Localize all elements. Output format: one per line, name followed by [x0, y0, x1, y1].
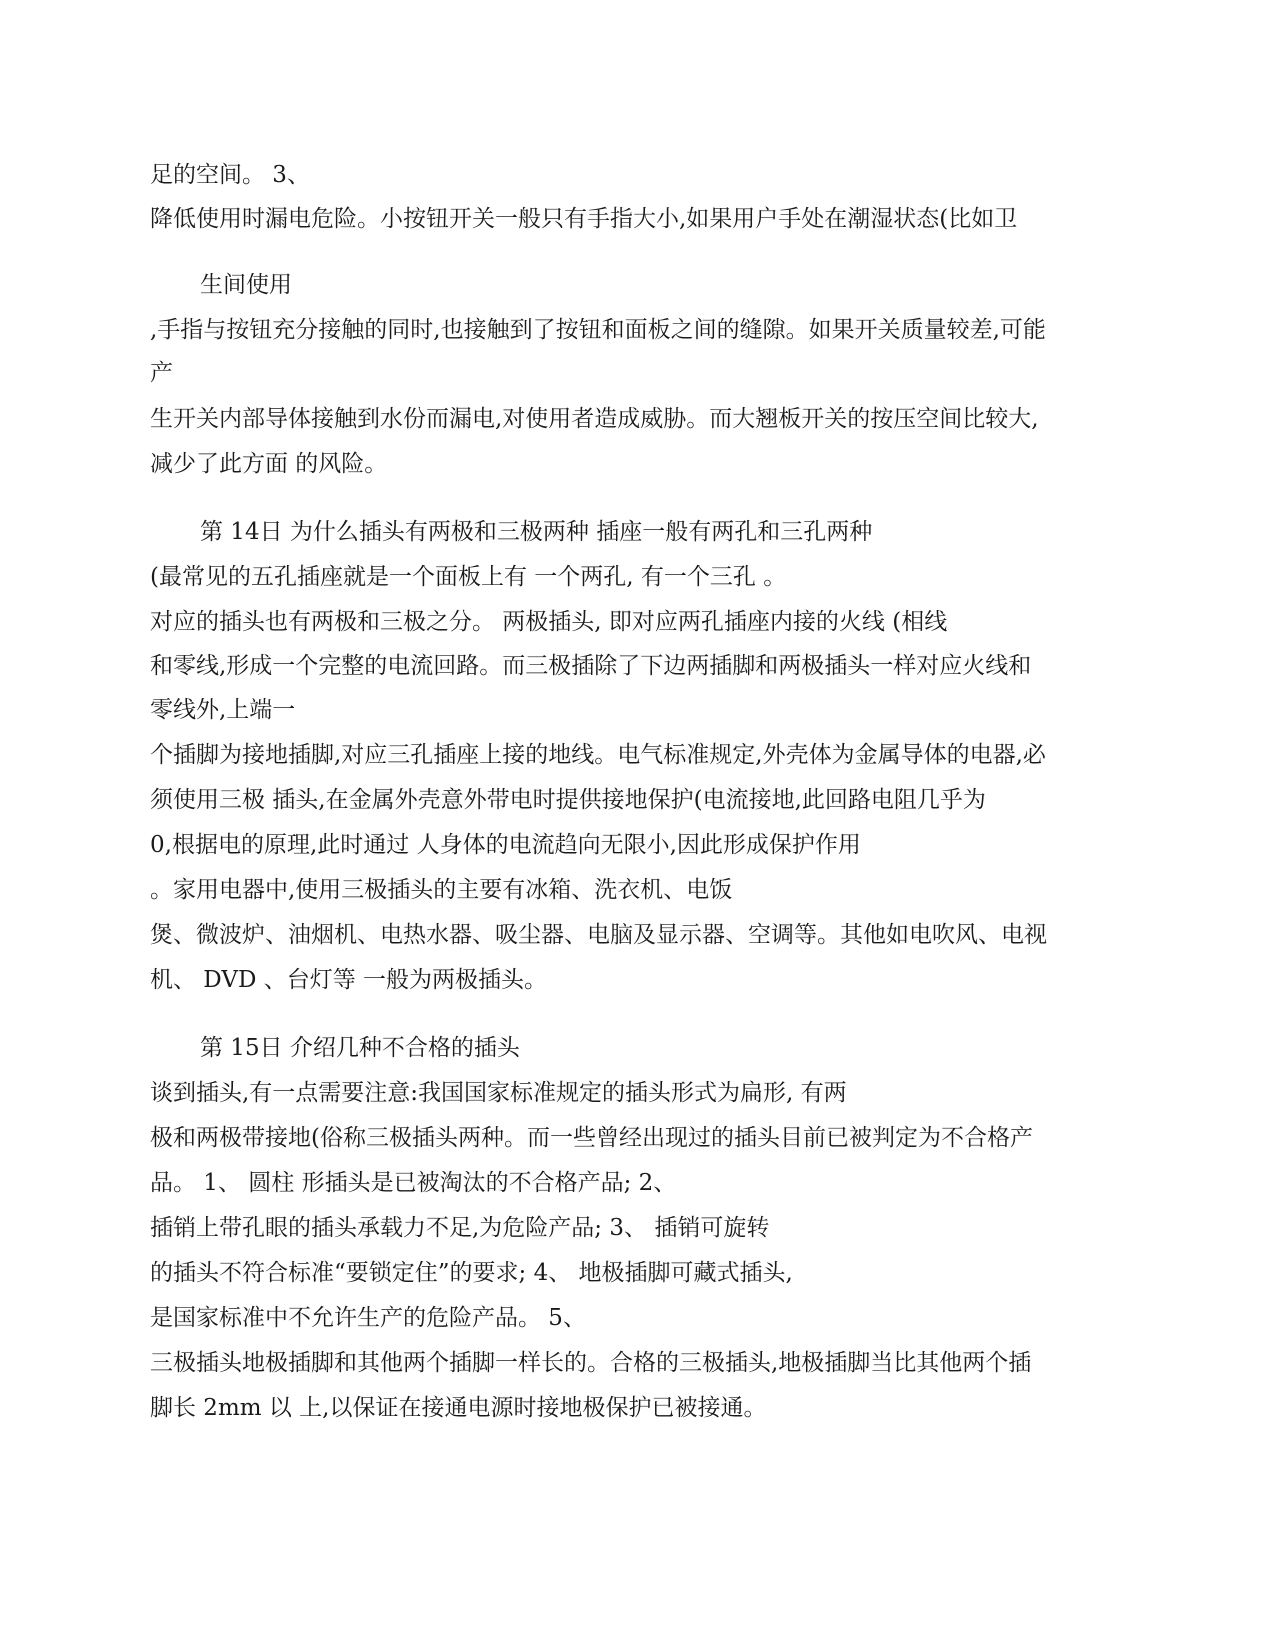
text-line: 极和两极带接地(俗称三极插头两种。而一些曾经出现过的插头目前已被判定为不合格产	[150, 1125, 1033, 1151]
section-heading: 第 14日 为什么插头有两极和三极两种 插座一般有两孔和三孔两种	[200, 519, 873, 545]
text-line: 。家用电器中,使用三极插头的主要有冰箱、洗衣机、电饭	[150, 877, 733, 903]
text-line: 零线外,上端一	[150, 697, 296, 723]
text-line: 生开关内部导体接触到水份而漏电,对使用者造成威胁。而大翘板开关的按压空间比较大,	[150, 406, 1039, 432]
text-line: 机、 DVD 、台灯等 一般为两极插头。	[150, 967, 548, 993]
text-line: 减少了此方面 的风险。	[150, 451, 388, 477]
text-line: 产	[150, 360, 173, 386]
text-line: 插销上带孔眼的插头承载力不足,为危险产品; 3、 插销可旋转	[150, 1215, 770, 1241]
text-line: 须使用三极 插头,在金属外壳意外带电时提供接地保护(电流接地,此回路电阻几乎为	[150, 787, 986, 813]
text-line: 足的空间。 3、	[150, 162, 310, 188]
text-line: 0,根据电的原理,此时通过 人身体的电流趋向无限小,因此形成保护作用	[150, 832, 861, 858]
section-heading: 第 15日 介绍几种不合格的插头	[200, 1035, 520, 1061]
text-line: 对应的插头也有两极和三极之分。 两极插头, 即对应两孔插座内接的火线 (相线	[150, 609, 948, 635]
text-line: 脚长 2mm 以 上,以保证在接通电源时接地极保护已被接通。	[150, 1395, 767, 1421]
text-line: (最常见的五孔插座就是一个面板上有 一个两孔, 有一个三孔 。	[150, 564, 787, 590]
text-line: 生间使用	[200, 272, 292, 298]
text-line: 个插脚为接地插脚,对应三孔插座上接的地线。电气标准规定,外壳体为金属导体的电器,必	[150, 742, 1046, 768]
text-line: 煲、微波炉、油烟机、电热水器、吸尘器、电脑及显示器、空调等。其他如电吹风、电视	[150, 922, 1047, 948]
text-line: 和零线,形成一个完整的电流回路。而三极插除了下边两插脚和两极插头一样对应火线和	[150, 653, 1032, 679]
text-line: 品。 1、 圆柱 形插头是已被淘汰的不合格产品; 2、	[150, 1170, 677, 1196]
text-line: 降低使用时漏电危险。小按钮开关一般只有手指大小,如果用户手处在潮湿状态(比如卫	[150, 206, 1018, 232]
text-line: 的插头不符合标准“要锁定住”的要求; 4、 地极插脚可藏式插头,	[150, 1260, 793, 1286]
text-line: 三极插头地极插脚和其他两个插脚一样长的。合格的三极插头,地极插脚当比其他两个插	[150, 1350, 1032, 1376]
text-line: 是国家标准中不允许生产的危险产品。 5、	[150, 1305, 586, 1331]
text-line: 谈到插头,有一点需要注意:我国国家标准规定的插头形式为扁形, 有两	[150, 1080, 847, 1106]
text-line: ,手指与按钮充分接触的同时,也接触到了按钮和面板之间的缝隙。如果开关质量较差,可能	[150, 317, 1046, 343]
